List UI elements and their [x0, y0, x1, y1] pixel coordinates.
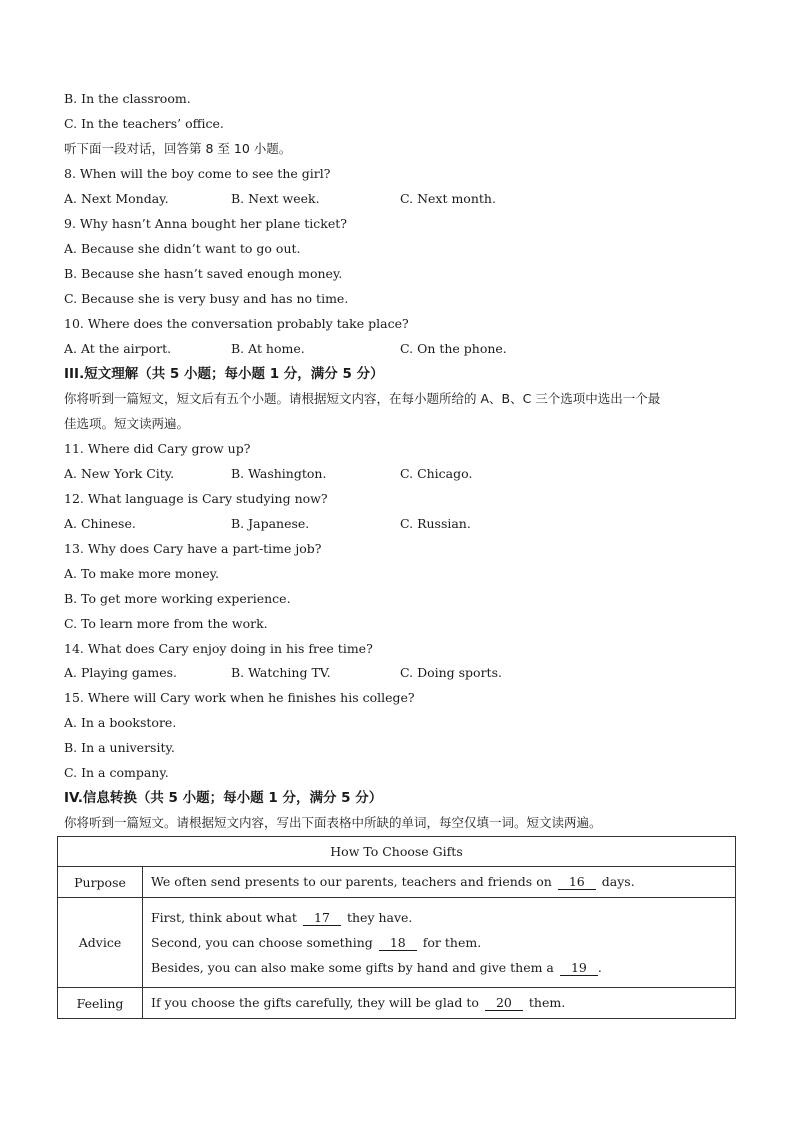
question-9-option-c: C. Because she is very busy and has no time.: [64, 291, 349, 306]
question-14-option-c: C. Doing sports.: [400, 665, 502, 680]
advice-line-3: [151, 955, 727, 980]
question-12-option-c: C. Russian.: [400, 516, 471, 531]
question-15-option-a: A. In a bookstore.: [64, 715, 177, 730]
question-11-option-c: C. Chicago.: [400, 466, 473, 481]
row-label-purpose: Purpose: [58, 867, 143, 898]
purpose-text-before: We often send presents to our parents, teachers and friends on: [151, 874, 552, 889]
blank-20[interactable]: 20: [485, 996, 523, 1011]
advice-line-3-after: .: [597, 960, 602, 975]
gifts-table: [57, 836, 736, 1019]
question-8: 8. When will the boy come to see the girl?: [64, 166, 331, 181]
question-13-option-a: A. To make more money.: [64, 566, 220, 581]
section-3-instruction-line-1: 你将听到一篇短文，短文后有五个小题。请根据短文内容，在每小题所给的 A、B、C 三个选项中选出一个最: [64, 391, 661, 406]
question-12: 12. What language is Cary studying now?: [64, 491, 328, 506]
table-row-purpose: [58, 867, 736, 898]
section-3-title: III.短文理解（共 5 小题；每小题 1 分，满分 5 分）: [64, 366, 384, 382]
question-15-option-b: B. In a university.: [64, 740, 175, 755]
feeling-cell: [143, 988, 736, 1019]
question-8-option-c: C. Next month.: [400, 191, 496, 206]
advice-line-1: [151, 905, 727, 930]
table-row-feeling: [58, 988, 736, 1019]
row-label-feeling: Feeling: [58, 988, 143, 1019]
question-9-option-b: B. Because she hasn’t saved enough money.: [64, 266, 343, 281]
question-13-option-b: B. To get more working experience.: [64, 591, 291, 606]
advice-line-1-before: First, think about what: [151, 910, 297, 925]
blank-16[interactable]: 16: [558, 875, 596, 890]
question-14-option-b: B. Watching TV.: [231, 665, 331, 680]
blank-17[interactable]: 17: [303, 911, 341, 926]
question-12-option-b: B. Japanese.: [231, 516, 310, 531]
question-15-option-c: C. In a company.: [64, 765, 169, 780]
question-12-option-a: A. Chinese.: [64, 516, 136, 531]
option-prev-b: B. In the classroom.: [64, 91, 191, 106]
blank-19[interactable]: 19: [560, 961, 598, 976]
purpose-text-after: days.: [601, 874, 635, 889]
blank-18[interactable]: 18: [379, 936, 417, 951]
table-title: How To Choose Gifts: [58, 837, 736, 867]
question-13: 13. Why does Cary have a part-time job?: [64, 541, 322, 556]
advice-line-2: [151, 930, 727, 955]
feeling-text-before: If you choose the gifts carefully, they will be glad to: [151, 995, 479, 1010]
instruction-8-10: 听下面一段对话，回答第 8 至 10 小题。: [64, 141, 292, 156]
question-10-option-c: C. On the phone.: [400, 341, 507, 356]
question-9: 9. Why hasn’t Anna bought her plane ticket?: [64, 216, 347, 231]
question-8-option-b: B. Next week.: [231, 191, 320, 206]
question-15: 15. Where will Cary work when he finishes his college?: [64, 690, 415, 705]
section-4-instruction: 你将听到一篇短文。请根据短文内容，写出下面表格中所缺的单词，每空仅填一词。短文读两遍。: [64, 815, 602, 830]
advice-line-1-after: they have.: [346, 910, 413, 925]
feeling-text-after: them.: [528, 995, 566, 1010]
section-3-instruction-line-2: 佳选项。短文读两遍。: [64, 416, 190, 431]
question-11-option-a: A. New York City.: [64, 466, 175, 481]
purpose-cell: [143, 867, 736, 898]
question-10-option-a: A. At the airport.: [64, 341, 172, 356]
advice-line-3-before: Besides, you can also make some gifts by hand and give them a: [151, 960, 554, 975]
question-9-option-a: A. Because she didn’t want to go out.: [64, 241, 301, 256]
advice-line-2-after: for them.: [422, 935, 482, 950]
section-4-title: IV.信息转换（共 5 小题；每小题 1 分，满分 5 分）: [64, 790, 383, 806]
question-14-option-a: A. Playing games.: [64, 665, 178, 680]
question-13-option-c: C. To learn more from the work.: [64, 616, 268, 631]
advice-cell: [143, 898, 736, 988]
question-14: 14. What does Cary enjoy doing in his free time?: [64, 641, 373, 656]
advice-line-2-before: Second, you can choose something: [151, 935, 373, 950]
question-10: 10. Where does the conversation probably take place?: [64, 316, 409, 331]
table-row-advice: [58, 898, 736, 988]
question-11: 11. Where did Cary grow up?: [64, 441, 251, 456]
row-label-advice: Advice: [58, 898, 143, 988]
option-prev-c: C. In the teachers’ office.: [64, 116, 224, 131]
question-11-option-b: B. Washington.: [231, 466, 327, 481]
question-10-option-b: B. At home.: [231, 341, 305, 356]
table-header-row: [58, 837, 736, 867]
question-8-option-a: A. Next Monday.: [64, 191, 169, 206]
